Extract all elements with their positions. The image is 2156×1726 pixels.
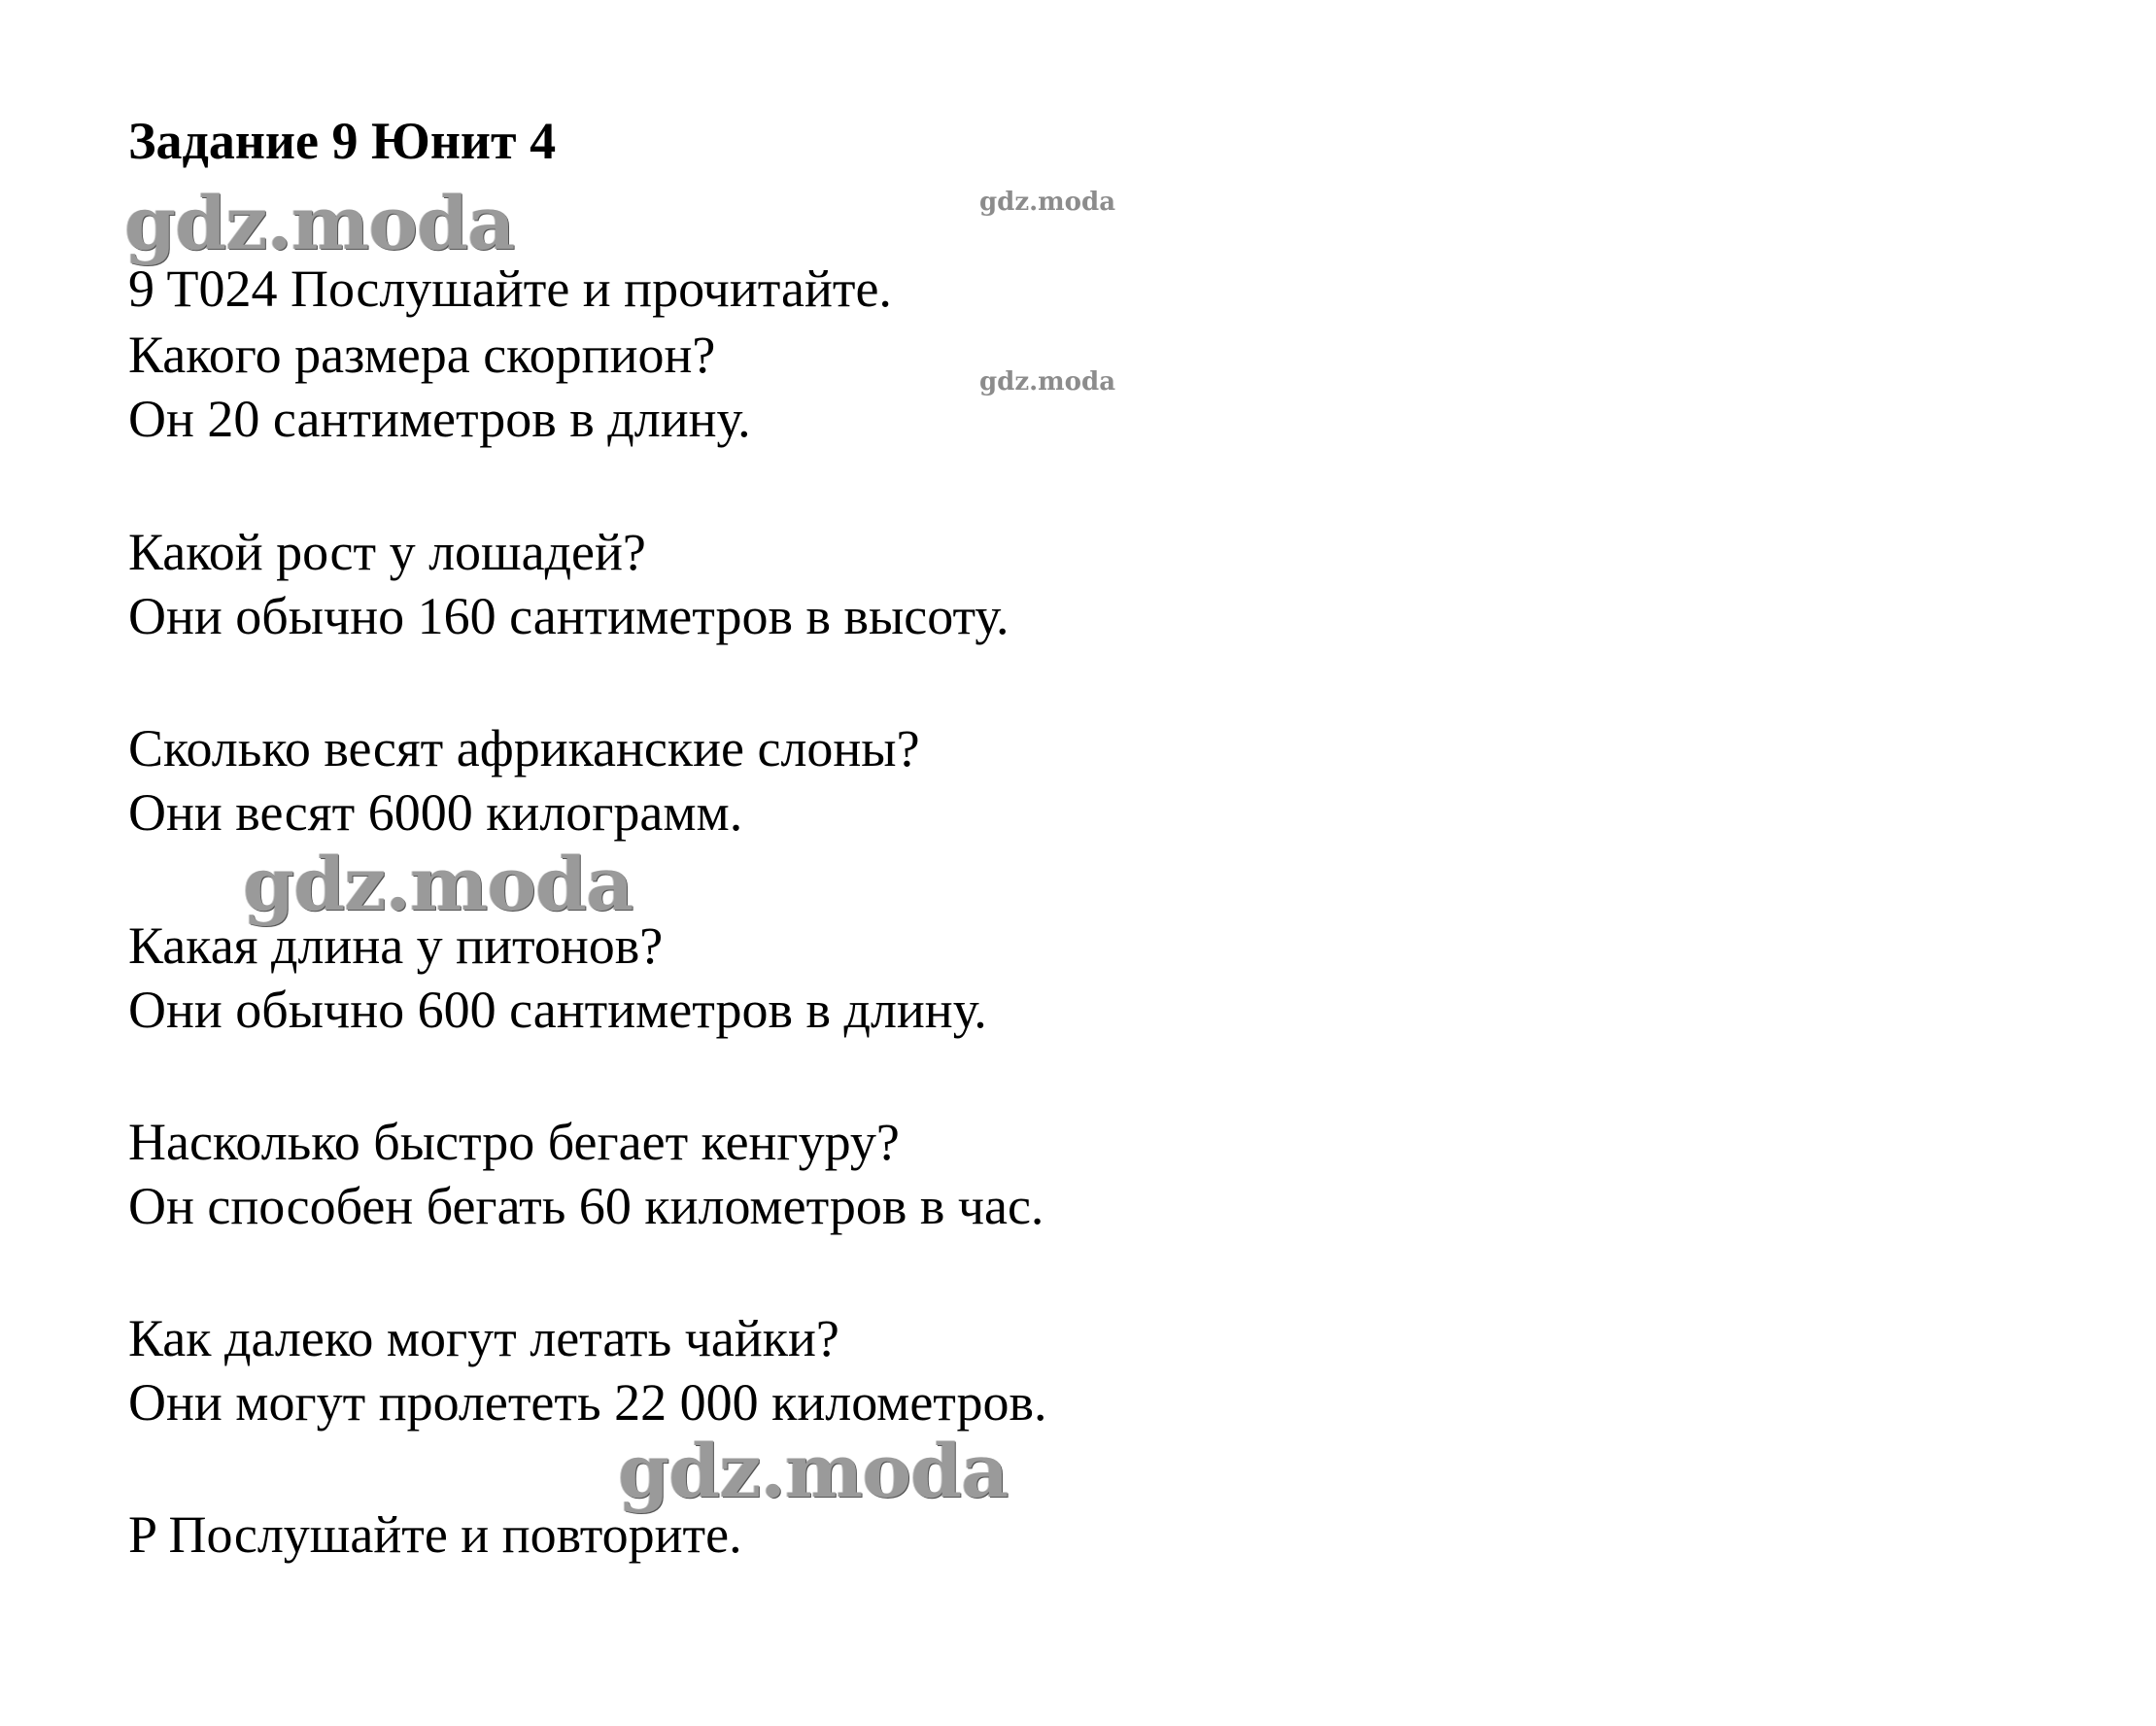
question-horses: Какой рост у лошадей?: [128, 523, 646, 581]
repeat-instruction: P Послушайте и повторите.: [128, 1505, 742, 1564]
answer-elephants: Они весят 6000 килограмм.: [128, 783, 743, 842]
question-scorpion: Какого размера скорпион?: [128, 326, 716, 384]
watermark-large-3: gdz.moda: [618, 1428, 1009, 1514]
watermark-small-2: gdz.moda: [979, 367, 1116, 397]
question-seagulls: Как далеко могут летать чайки?: [128, 1309, 839, 1367]
watermark-small-1: gdz.moda: [979, 188, 1116, 217]
answer-seagulls: Они могут пролететь 22 000 километров.: [128, 1373, 1047, 1432]
answer-horses: Они обычно 160 сантиметров в высоту.: [128, 587, 1010, 645]
answer-kangaroo: Он способен бегать 60 километров в час.: [128, 1177, 1044, 1235]
question-kangaroo: Насколько быстро бегает кенгуру?: [128, 1113, 900, 1171]
question-pythons: Какая длина у питонов?: [128, 916, 664, 975]
instruction-line: 9 T024 Послушайте и прочитайте.: [128, 259, 892, 318]
watermark-large-1: gdz.moda: [124, 180, 515, 266]
answer-scorpion: Он 20 сантиметров в длину.: [128, 390, 751, 448]
question-elephants: Сколько весят африканские слоны?: [128, 719, 920, 777]
watermark-large-2: gdz.moda: [243, 841, 633, 927]
task-title: Задание 9 Юнит 4: [128, 112, 557, 170]
answer-pythons: Они обычно 600 сантиметров в длину.: [128, 981, 987, 1039]
